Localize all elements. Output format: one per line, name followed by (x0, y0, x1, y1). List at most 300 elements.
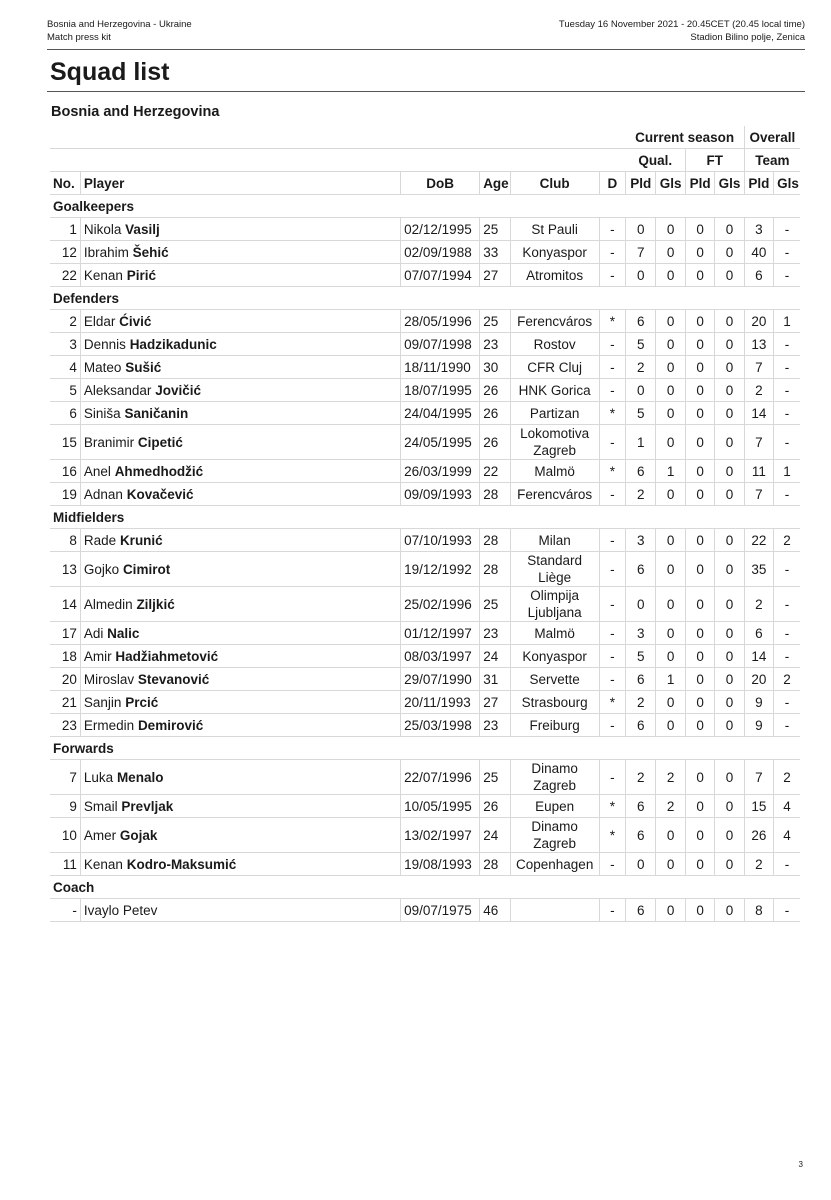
player-age: 23 (480, 714, 510, 737)
ft-pld: 0 (685, 241, 714, 264)
player-name (80, 483, 400, 506)
player-name (80, 668, 400, 691)
player-name (80, 402, 400, 425)
col-qual-gls: Gls (656, 172, 685, 195)
player-number: 5 (50, 379, 80, 402)
player-dob: 07/07/1994 (401, 264, 480, 287)
ft-gls: 0 (715, 760, 744, 795)
ft-gls: 0 (715, 587, 744, 622)
team-pld: 9 (744, 714, 773, 737)
player-d: - (599, 899, 625, 922)
ft-gls: 0 (715, 552, 744, 587)
player-club: Strasbourg (510, 691, 599, 714)
player-last-name: Cimirot (122, 561, 171, 577)
ft-pld: 0 (685, 668, 714, 691)
player-last-name: Šehić (132, 244, 169, 260)
player-first-name: Aleksandar (83, 382, 152, 398)
player-dob: 09/09/1993 (401, 483, 480, 506)
team-gls: - (774, 622, 800, 645)
group-name: Forwards (50, 737, 800, 760)
qual-pld: 2 (626, 356, 656, 379)
player-club: St Pauli (510, 218, 599, 241)
ft-gls: 0 (715, 425, 744, 460)
team-gls: 2 (774, 529, 800, 552)
player-dob: 28/05/1996 (401, 310, 480, 333)
qual-gls: 0 (656, 645, 685, 668)
table-row (50, 587, 800, 622)
player-first-name: Adi (83, 625, 104, 641)
qual-pld: 6 (626, 310, 656, 333)
ft-gls: 0 (715, 310, 744, 333)
qual-gls: 0 (656, 241, 685, 264)
qual-pld: 6 (626, 668, 656, 691)
player-d: - (599, 333, 625, 356)
player-first-name: Anel (83, 463, 111, 479)
player-last-name: Ziljkić (136, 596, 175, 612)
player-first-name: Smail (83, 798, 118, 814)
player-number: 14 (50, 587, 80, 622)
player-club: Freiburg (510, 714, 599, 737)
ft-gls: 0 (715, 333, 744, 356)
team-pld: 15 (744, 795, 773, 818)
ft-pld: 0 (685, 645, 714, 668)
team-pld: 6 (744, 264, 773, 287)
table-row (50, 853, 800, 876)
ft-pld: 0 (685, 333, 714, 356)
header-row-competition (50, 149, 800, 172)
qual-gls: 0 (656, 818, 685, 853)
ft-pld: 0 (685, 218, 714, 241)
player-age: 25 (480, 760, 510, 795)
col-team-pld: Pld (744, 172, 773, 195)
player-number: 10 (50, 818, 80, 853)
team-gls: - (774, 333, 800, 356)
col-team-gls: Gls (774, 172, 800, 195)
player-first-name: Dennis (83, 336, 126, 352)
team-gls: 2 (774, 668, 800, 691)
header-row-season (50, 126, 800, 149)
qual-pld: 6 (626, 460, 656, 483)
player-last-name: Stevanović (137, 671, 210, 687)
match-venue: Stadion Bilino polje, Zenica (690, 32, 805, 43)
player-age: 28 (480, 483, 510, 506)
team-gls: - (774, 425, 800, 460)
qual-gls: 0 (656, 714, 685, 737)
player-name (80, 264, 400, 287)
team-gls: - (774, 587, 800, 622)
player-number: 7 (50, 760, 80, 795)
qual-gls: 0 (656, 899, 685, 922)
player-first-name: Kenan (83, 856, 123, 872)
table-row (50, 310, 800, 333)
qual-gls: 0 (656, 529, 685, 552)
page-number: 3 (798, 1160, 803, 1169)
player-first-name: Miroslav (83, 671, 135, 687)
ft-pld: 0 (685, 483, 714, 506)
player-number: 8 (50, 529, 80, 552)
team-pld: 7 (744, 356, 773, 379)
player-first-name: Luka (83, 769, 114, 785)
player-last-name: Nalic (107, 625, 140, 641)
player-dob: 20/11/1993 (401, 691, 480, 714)
qual-pld: 6 (626, 899, 656, 922)
qual-pld: 0 (626, 587, 656, 622)
qual-pld: 2 (626, 691, 656, 714)
player-dob: 18/11/1990 (401, 356, 480, 379)
player-d: - (599, 552, 625, 587)
ft-pld: 0 (685, 379, 714, 402)
player-name (80, 333, 400, 356)
player-first-name: Ermedin (83, 717, 135, 733)
qual-pld: 0 (626, 264, 656, 287)
player-age: 27 (480, 264, 510, 287)
team-gls: - (774, 645, 800, 668)
qual-gls: 0 (656, 218, 685, 241)
player-d: - (599, 529, 625, 552)
player-d: * (599, 795, 625, 818)
ft-gls: 0 (715, 853, 744, 876)
team-gls: 1 (774, 460, 800, 483)
ft-pld: 0 (685, 460, 714, 483)
ft-pld: 0 (685, 760, 714, 795)
group-name: Defenders (50, 287, 800, 310)
player-first-name: Gojko (83, 561, 120, 577)
player-club: Malmö (510, 460, 599, 483)
player-last-name: Krunić (119, 532, 163, 548)
player-last-name: Demirović (137, 717, 204, 733)
table-row (50, 714, 800, 737)
col-player: Player (80, 172, 400, 195)
player-age: 27 (480, 691, 510, 714)
player-club: Ferencváros (510, 483, 599, 506)
ft-gls: 0 (715, 691, 744, 714)
table-row (50, 356, 800, 379)
player-last-name: Gojak (119, 827, 158, 843)
qual-pld: 7 (626, 241, 656, 264)
player-club: Servette (510, 668, 599, 691)
player-name (80, 622, 400, 645)
group-name: Midfielders (50, 506, 800, 529)
ft-pld: 0 (685, 356, 714, 379)
player-first-name: Eldar (83, 313, 116, 329)
player-name (80, 587, 400, 622)
player-club: Standard Liège (510, 552, 599, 587)
ft-gls: 0 (715, 218, 744, 241)
team-pld: 2 (744, 587, 773, 622)
player-d: - (599, 645, 625, 668)
player-name (80, 241, 400, 264)
ft-pld: 0 (685, 310, 714, 333)
qual-gls: 0 (656, 552, 685, 587)
table-row (50, 460, 800, 483)
team-gls: - (774, 356, 800, 379)
player-club: Dinamo Zagreb (510, 818, 599, 853)
team-pld: 13 (744, 333, 773, 356)
player-dob: 29/07/1990 (401, 668, 480, 691)
player-dob: 07/10/1993 (401, 529, 480, 552)
team-gls: - (774, 853, 800, 876)
player-name (80, 714, 400, 737)
player-dob: 10/05/1995 (401, 795, 480, 818)
player-club: CFR Cluj (510, 356, 599, 379)
qual-pld: 6 (626, 714, 656, 737)
col-no: No. (50, 172, 80, 195)
team-pld: 20 (744, 310, 773, 333)
player-dob: 26/03/1999 (401, 460, 480, 483)
player-number: 22 (50, 264, 80, 287)
player-name (80, 818, 400, 853)
player-number: 21 (50, 691, 80, 714)
player-dob: 22/07/1996 (401, 760, 480, 795)
col-qual-pld: Pld (626, 172, 656, 195)
player-name (80, 899, 400, 922)
table-row (50, 264, 800, 287)
player-first-name: Adnan (83, 486, 123, 502)
player-dob: 08/03/1997 (401, 645, 480, 668)
team-pld: 2 (744, 853, 773, 876)
team-gls: - (774, 899, 800, 922)
team-pld: 7 (744, 483, 773, 506)
player-d: * (599, 460, 625, 483)
team-pld: 2 (744, 379, 773, 402)
player-club: Ferencváros (510, 310, 599, 333)
team-gls: 2 (774, 760, 800, 795)
table-row (50, 760, 800, 795)
player-number: 16 (50, 460, 80, 483)
team-pld: 20 (744, 668, 773, 691)
player-name (80, 853, 400, 876)
player-dob: 02/09/1988 (401, 241, 480, 264)
ft-gls: 0 (715, 714, 744, 737)
player-age: 22 (480, 460, 510, 483)
player-number: 17 (50, 622, 80, 645)
qual-pld: 6 (626, 818, 656, 853)
player-first-name: Nikola (83, 221, 122, 237)
player-last-name: Menalo (116, 769, 164, 785)
table-row (50, 668, 800, 691)
player-first-name: Branimir (83, 434, 135, 450)
table-row (50, 333, 800, 356)
qual-gls: 0 (656, 402, 685, 425)
qual-pld: 5 (626, 402, 656, 425)
ft-pld: 0 (685, 818, 714, 853)
player-dob: 13/02/1997 (401, 818, 480, 853)
ft-pld: 0 (685, 795, 714, 818)
team-pld: 7 (744, 760, 773, 795)
player-number: 6 (50, 402, 80, 425)
ft-gls: 0 (715, 483, 744, 506)
table-row (50, 622, 800, 645)
qual-pld: 3 (626, 622, 656, 645)
player-d: - (599, 483, 625, 506)
player-last-name: Hadžiahmetović (115, 648, 219, 664)
player-number: 13 (50, 552, 80, 587)
player-first-name: Ivaylo Petev (83, 902, 158, 918)
ft-gls: 0 (715, 668, 744, 691)
team-pld: 35 (744, 552, 773, 587)
player-dob: 24/05/1995 (401, 425, 480, 460)
player-age: 23 (480, 622, 510, 645)
team-pld: 3 (744, 218, 773, 241)
player-last-name: Prcić (125, 694, 159, 710)
team-pld: 7 (744, 425, 773, 460)
player-club: Dinamo Zagreb (510, 760, 599, 795)
header-divider (47, 49, 805, 50)
player-dob: 19/12/1992 (401, 552, 480, 587)
player-dob: 09/07/1998 (401, 333, 480, 356)
player-club: Malmö (510, 622, 599, 645)
player-last-name: Pirić (126, 267, 156, 283)
team-gls: 1 (774, 310, 800, 333)
table-row (50, 645, 800, 668)
player-club: Konyaspor (510, 645, 599, 668)
ft-gls: 0 (715, 818, 744, 853)
col-ft-pld: Pld (685, 172, 714, 195)
table-row (50, 483, 800, 506)
team-pld: 26 (744, 818, 773, 853)
player-name (80, 795, 400, 818)
ft-gls: 0 (715, 529, 744, 552)
player-d: - (599, 668, 625, 691)
player-club: Atromitos (510, 264, 599, 287)
team-gls: - (774, 264, 800, 287)
ft-pld: 0 (685, 899, 714, 922)
player-dob: 19/08/1993 (401, 853, 480, 876)
player-name (80, 356, 400, 379)
team-gls: - (774, 241, 800, 264)
player-name (80, 529, 400, 552)
player-last-name: Sušić (125, 359, 162, 375)
col-d: D (599, 172, 625, 195)
player-first-name: Almedin (83, 596, 133, 612)
player-age: 46 (480, 899, 510, 922)
player-last-name: Kovačević (126, 486, 194, 502)
player-name (80, 645, 400, 668)
qual-gls: 0 (656, 853, 685, 876)
player-number: 11 (50, 853, 80, 876)
qual-gls: 0 (656, 310, 685, 333)
player-last-name: Ćivić (119, 313, 152, 329)
player-last-name: Vasilj (125, 221, 160, 237)
player-name (80, 218, 400, 241)
group-row (50, 737, 800, 760)
qual-header: Qual. (626, 149, 686, 172)
team-gls: 4 (774, 795, 800, 818)
ft-pld: 0 (685, 853, 714, 876)
ft-pld: 0 (685, 587, 714, 622)
qual-pld: 3 (626, 529, 656, 552)
overall-header: Overall (744, 126, 800, 149)
team-gls: - (774, 379, 800, 402)
qual-gls: 0 (656, 483, 685, 506)
player-last-name: Saničanin (124, 405, 189, 421)
qual-pld: 6 (626, 552, 656, 587)
col-age: Age (480, 172, 510, 195)
col-club: Club (510, 172, 599, 195)
player-number: 1 (50, 218, 80, 241)
player-dob: 18/07/1995 (401, 379, 480, 402)
table-row (50, 425, 800, 460)
qual-gls: 0 (656, 691, 685, 714)
player-age: 25 (480, 587, 510, 622)
player-dob: 02/12/1995 (401, 218, 480, 241)
player-age: 26 (480, 795, 510, 818)
qual-pld: 0 (626, 853, 656, 876)
squad-table-body (50, 195, 800, 922)
match-name: Bosnia and Herzegovina - Ukraine (47, 19, 192, 30)
player-d: - (599, 853, 625, 876)
player-name (80, 310, 400, 333)
player-name (80, 552, 400, 587)
table-row (50, 552, 800, 587)
team-gls: - (774, 552, 800, 587)
match-datetime: Tuesday 16 November 2021 - 20.45CET (20.45 local time) (558, 19, 805, 30)
team-pld: 14 (744, 645, 773, 668)
player-name (80, 760, 400, 795)
player-d: - (599, 714, 625, 737)
table-row (50, 402, 800, 425)
player-last-name: Ahmedhodžić (114, 463, 204, 479)
player-number: 15 (50, 425, 80, 460)
qual-pld: 5 (626, 645, 656, 668)
player-d: - (599, 356, 625, 379)
table-row (50, 379, 800, 402)
qual-pld: 2 (626, 483, 656, 506)
player-d: - (599, 587, 625, 622)
header-right (559, 18, 805, 44)
ft-header: FT (685, 149, 744, 172)
player-club: Eupen (510, 795, 599, 818)
page-title: Squad list (50, 58, 170, 86)
current-season-header: Current season (626, 126, 745, 149)
qual-pld: 6 (626, 795, 656, 818)
team-pld: 6 (744, 622, 773, 645)
table-row (50, 818, 800, 853)
group-row (50, 287, 800, 310)
player-first-name: Rade (83, 532, 117, 548)
player-first-name: Mateo (83, 359, 122, 375)
ft-gls: 0 (715, 645, 744, 668)
qual-pld: 2 (626, 760, 656, 795)
title-divider (47, 91, 805, 92)
team-pld: 9 (744, 691, 773, 714)
player-club: Olimpija Ljubljana (510, 587, 599, 622)
col-dob: DoB (401, 172, 480, 195)
team-pld: 40 (744, 241, 773, 264)
table-row (50, 795, 800, 818)
player-number: 3 (50, 333, 80, 356)
player-age: 25 (480, 310, 510, 333)
player-name (80, 460, 400, 483)
player-first-name: Amir (83, 648, 112, 664)
player-number: 9 (50, 795, 80, 818)
player-first-name: Kenan (83, 267, 123, 283)
player-age: 25 (480, 218, 510, 241)
ft-pld: 0 (685, 714, 714, 737)
ft-gls: 0 (715, 899, 744, 922)
player-d: - (599, 218, 625, 241)
header-left (47, 18, 192, 44)
squad-table (50, 126, 800, 922)
player-number: 2 (50, 310, 80, 333)
ft-gls: 0 (715, 241, 744, 264)
player-age: 26 (480, 379, 510, 402)
qual-pld: 0 (626, 218, 656, 241)
player-first-name: Ibrahim (83, 244, 129, 260)
player-club: Lokomotiva Zagreb (510, 425, 599, 460)
player-club: Partizan (510, 402, 599, 425)
player-number: 19 (50, 483, 80, 506)
